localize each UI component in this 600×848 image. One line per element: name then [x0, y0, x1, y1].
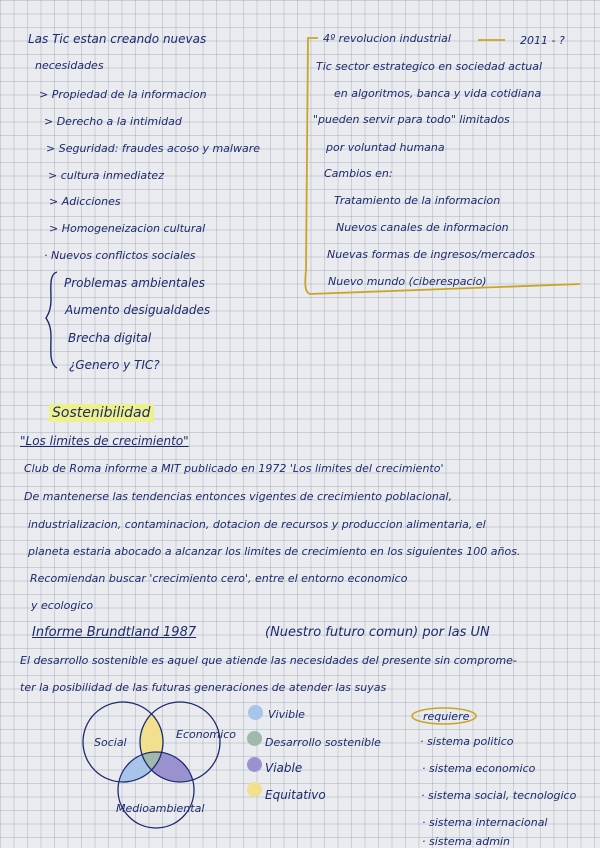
- need-item: > Derecho a la intimidad: [44, 115, 182, 128]
- need-item: · Nuevos conflictos sociales: [44, 249, 196, 262]
- legend-swatch: [247, 731, 262, 746]
- requires-item: · sistema economico: [422, 762, 536, 775]
- paragraph-line: Club de Roma informe a MIT publicado en 1972 'Los limites del crecimiento': [24, 462, 444, 475]
- legend-swatch: [248, 705, 263, 720]
- need-item: > Seguridad: fraudes acoso y malware: [46, 142, 261, 155]
- legend-label: Viable: [265, 761, 303, 775]
- requires-item: · sistema admin: [422, 835, 511, 848]
- conflict-item: ¿Genero y TIC?: [69, 358, 160, 372]
- changes-title: Cambios en:: [324, 167, 393, 180]
- paragraph-line: De mantenerse las tendencias entonces vigentes de crecimiento poblacional,: [24, 490, 453, 503]
- venn-label-economic: Economico: [176, 728, 236, 741]
- requires-item: · sistema social, tecnologico: [421, 789, 577, 802]
- legend-label: Equitativo: [265, 788, 326, 802]
- revolution-line: por voluntad humana: [326, 141, 445, 154]
- legend-label: Desarrollo sostenible: [265, 736, 381, 749]
- venn-label-social: Social: [94, 736, 127, 749]
- revolution-title: 4º revolucion industrial: [323, 32, 451, 45]
- definition-line: El desarrollo sostenible es aquel que atiende las necesidades del presente sin comprome-: [20, 654, 517, 667]
- venn-label-environmental: Medioambiental: [116, 802, 205, 815]
- change-item: Tratamiento de la informacion: [334, 194, 501, 207]
- requires-item: · sistema internacional: [422, 816, 548, 829]
- legend-label: Vivible: [268, 708, 305, 721]
- paragraph-line: y ecologico: [31, 599, 94, 612]
- need-item: > Adicciones: [49, 195, 121, 208]
- revolution-line: en algoritmos, banca y vida cotidiana: [334, 87, 542, 100]
- sustainability-subheading: "Los limites de crecimiento": [20, 434, 189, 448]
- sustainability-heading: Sostenibilidad: [49, 404, 154, 422]
- revolution-line: Tic sector estrategico en sociedad actual: [316, 60, 543, 73]
- requires-item: · sistema politico: [420, 735, 514, 748]
- change-item: Nuevo mundo (ciberespacio): [328, 275, 487, 288]
- paragraph-line: industrializacion, contaminacion, dotacion de recursos y produccion alimentaria, el: [28, 518, 486, 531]
- brundtland-title: Informe Brundtland 1987: [32, 625, 197, 640]
- need-item: > Propiedad de la informacion: [39, 88, 207, 101]
- revolution-line: "pueden servir para todo" limitados: [313, 113, 510, 126]
- requires-title: requiere: [423, 710, 470, 723]
- intro-line-2: necesidades: [35, 59, 104, 72]
- change-item: Nuevos canales de informacion: [336, 221, 509, 234]
- revolution-years: 2011 - ?: [520, 34, 565, 47]
- conflict-item: Problemas ambientales: [64, 276, 205, 290]
- change-item: Nuevas formas de ingresos/mercados: [327, 248, 535, 261]
- legend-swatch: [247, 757, 262, 772]
- paragraph-line: planeta estaria abocado a alcanzar los limites de crecimiento en los siguientes 100 años.: [28, 545, 521, 558]
- need-item: > cultura inmediatez: [48, 169, 164, 182]
- paragraph-line: Recomiendan buscar 'crecimiento cero', entre el entorno economico: [30, 572, 408, 585]
- need-item: > Homogeneizacion cultural: [49, 222, 206, 235]
- conflict-item: Aumento desigualdades: [65, 303, 211, 317]
- brace-icon: [45, 270, 61, 370]
- intro-line: Las Tic estan creando nuevas: [28, 32, 207, 46]
- definition-line: ter la posibilidad de las futuras generaciones de atender las suyas: [20, 681, 387, 694]
- conflict-item: Brecha digital: [68, 331, 152, 345]
- legend-swatch: [247, 782, 262, 797]
- brundtland-subtitle: (Nuestro futuro comun) por las UN: [265, 625, 490, 640]
